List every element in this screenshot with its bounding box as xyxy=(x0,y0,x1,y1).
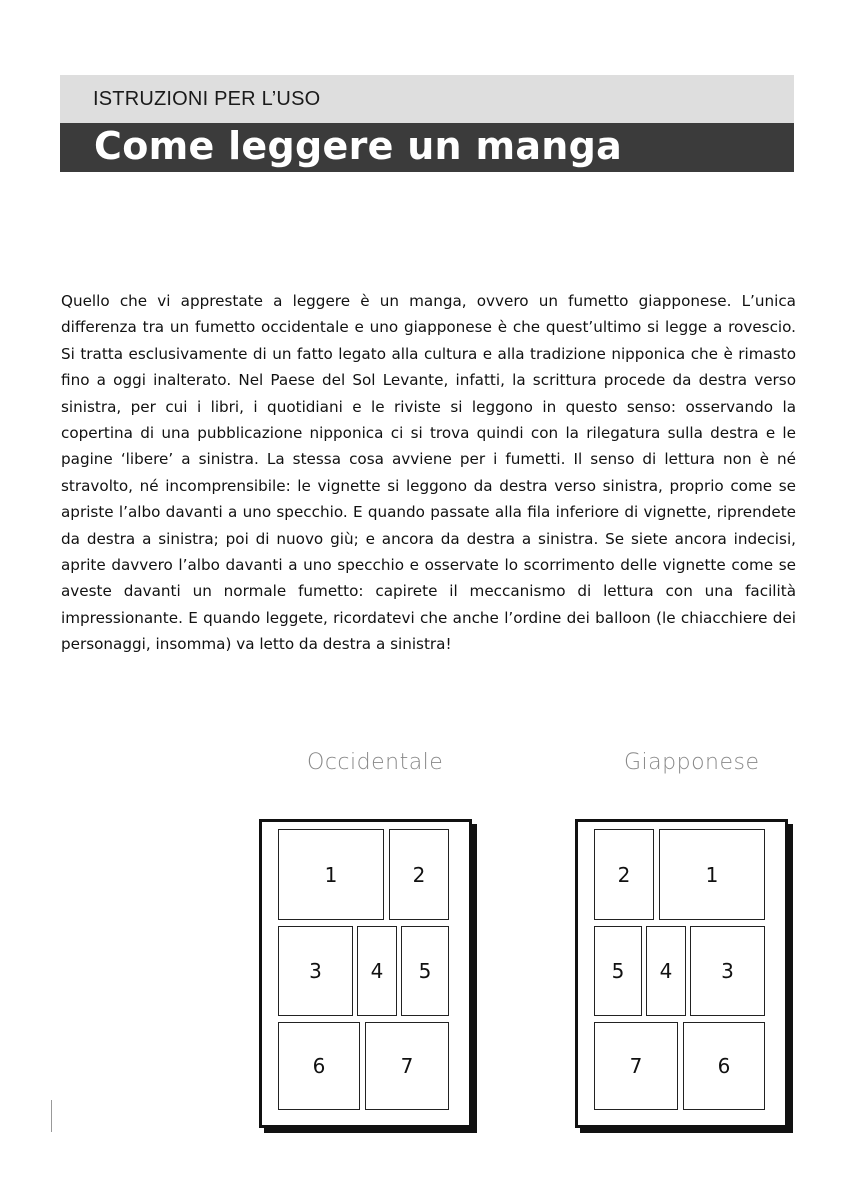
western-panel-6: 6 xyxy=(278,1022,360,1110)
japanese-panel-3: 3 xyxy=(690,926,765,1016)
western-panel-7: 7 xyxy=(365,1022,449,1110)
japanese-panel-2: 2 xyxy=(594,829,654,920)
japanese-panel-5: 5 xyxy=(594,926,642,1016)
western-panel-5: 5 xyxy=(401,926,449,1016)
japanese-panel-6: 6 xyxy=(683,1022,765,1110)
japanese-page-diagram xyxy=(575,819,788,1128)
japanese-diagram-label: Giapponese xyxy=(624,750,760,775)
japanese-panel-4: 4 xyxy=(646,926,686,1016)
western-page-diagram xyxy=(259,819,472,1128)
western-panel-4: 4 xyxy=(357,926,397,1016)
western-panel-2: 2 xyxy=(389,829,449,920)
body-paragraph: Quello che vi apprestate a leggere è un manga, ovvero un fumetto giapponese. L’unica differenza tra un fumetto occidentale e uno giapponese è che quest’ultimo si legge a rovescio. Si tratta esclusivamente di un fatto legato alla cultura e alla tradizione nipponica che è rimasto fino a oggi inalterato. Nel Paese del Sol Levante, infatti, la scrittura procede da destra verso sinistra, per cui i libri, i quotidiani e le riviste si leggono in questo senso: osservando la copertina di una pubblicazione nipponica ci si trova quindi con la rilegatura sulla destra e le pagine ‘libere’ a sinistra. La stessa cosa avviene per i fumetti. Il senso di lettura non è né stravolto, né incomprensibile: le vignette si leggono da destra verso sinistra, proprio come se apriste l’albo davanti a uno specchio. E quando passate alla fila inferiore di vignette, riprendete da destra a sinistra; poi di nuovo giù; e ancora da destra a sinistra. Se siete ancora indecisi, aprite davvero l’albo davanti a uno specchio e osservate lo scorrimento delle vignette come se aveste davanti un normale fumetto: capirete il meccanismo di lettura con una facilità impressionante. E quando leggete, ricordatevi che anche l’ordine dei balloon (le chiacchiere dei personaggi, insomma) va letto da destra a sinistra! xyxy=(61,292,796,654)
section-kicker: ISTRUZIONI PER L’USO xyxy=(93,88,321,110)
western-panel-3: 3 xyxy=(278,926,353,1016)
page-title: Come leggere un manga xyxy=(94,124,623,168)
margin-line xyxy=(51,1100,52,1132)
western-diagram-label: Occidentale xyxy=(307,750,444,775)
western-panel-1: 1 xyxy=(278,829,384,920)
japanese-panel-7: 7 xyxy=(594,1022,678,1110)
japanese-panel-1: 1 xyxy=(659,829,765,920)
